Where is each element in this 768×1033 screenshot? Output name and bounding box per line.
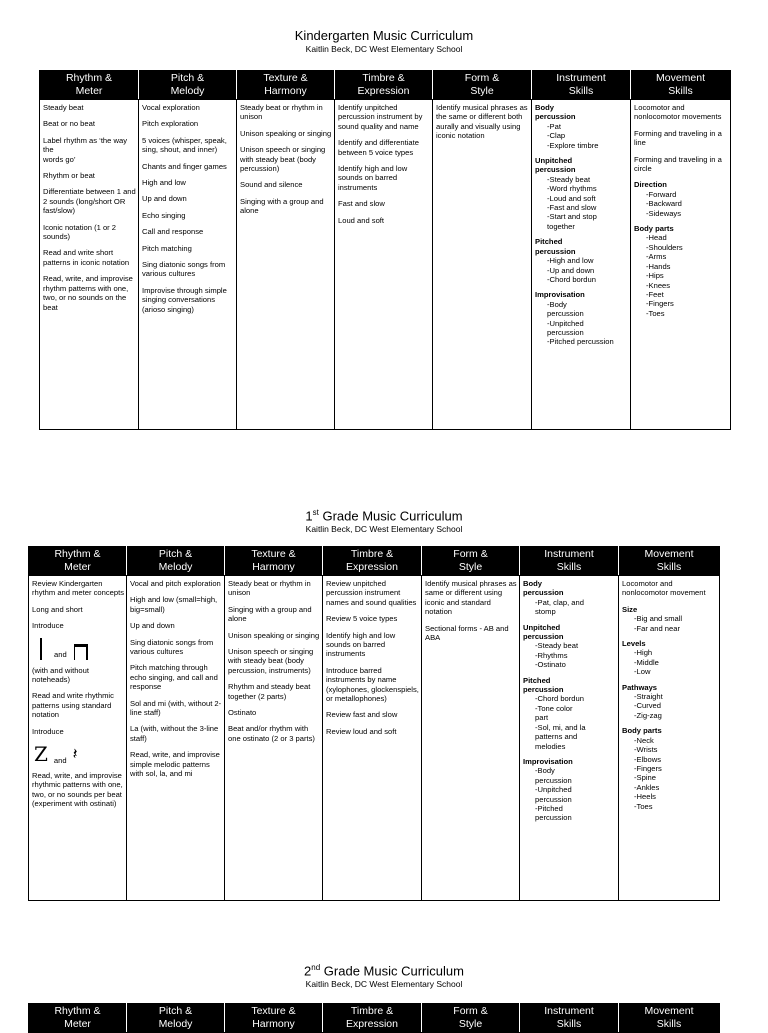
list-item: Beat or no beat (43, 119, 95, 129)
list-item: Forming and traveling in a circle (634, 154, 722, 174)
column-header: Rhythm & Meter (29, 547, 127, 576)
column-header: Rhythm & Meter (40, 71, 139, 100)
list-item: Identify musical phrases as the same or different both aurally and visually using iconic notation (436, 103, 528, 141)
column-header: Texture & Harmony (225, 1004, 323, 1033)
column-header: Form & Style (422, 547, 520, 576)
skill-group (634, 180, 728, 218)
column-header: Pitch & Melody (139, 71, 237, 100)
list-item: 5 voices (whisper, speak, sing, shout, and inner) (142, 135, 227, 155)
skill-group-title: Size (622, 604, 638, 614)
skill-group-items: -Neck -Wrists -Elbows -Fingers -Spine -Ankles -Heels -Toes (634, 735, 662, 811)
list-item: Pitch exploration (142, 119, 199, 129)
list-item: Up and down (142, 194, 187, 204)
list-item: Improvise through simple singing conversations (arioso singing) (142, 285, 227, 314)
skill-group-title: Body parts (622, 726, 662, 736)
skill-group-title: Body percussion (523, 579, 564, 598)
column-header: Instrument Skills (520, 547, 619, 576)
skill-group-title: Unpitched percussion (523, 622, 564, 642)
list-item: Steady beat or rhythm in unison (240, 103, 323, 122)
texture-harmony-cell (225, 576, 323, 901)
list-item: Read, write, and improvise rhythm patterns with one, two, or no sounds on the beat (43, 274, 133, 312)
table-row (40, 100, 731, 430)
list-item: Identify unpitched percussion instrument by sound quality and name (338, 103, 423, 131)
list-item: Read, write, and improvise rhythmic patterns with one, two, or no sounds per beat (experiment with ostinati) (32, 771, 123, 809)
list-item: Sing diatonic songs from various cultures (130, 637, 214, 657)
skill-group-items: -Pat -Clap -Explore timbre (547, 121, 599, 150)
skill-group-items: -Head -Shoulders -Arms -Hands -Hips -Knees -Feet -Fingers -Toes (646, 233, 683, 318)
skill-group-items: -Body percussion -Unpitched percussion -Pitched percussion (535, 766, 572, 823)
skill-group-items: -Pat, clap, and stomp (535, 597, 584, 617)
list-item: Pitch matching (142, 243, 192, 253)
skill-group (622, 639, 717, 677)
column-header: Timbre & Expression (335, 71, 433, 100)
list-item: Rhythm and steady beat together (2 parts) (228, 682, 311, 701)
rest-symbols: Z and 𝄽 (34, 742, 78, 767)
skill-group-title: Pitched percussion (523, 675, 564, 695)
list-item: Chants and finger games (142, 161, 227, 171)
list-item: Review Kindergarten rhythm and meter concepts (32, 579, 125, 598)
list-item: Read, write, and improvise simple melodic patterns with sol, la, and mi (130, 750, 220, 779)
pitch-melody-cell (139, 100, 237, 430)
list-item: Forming and traveling in a line (634, 128, 722, 148)
table-header-row (29, 1004, 720, 1033)
skill-group-title: Body percussion (535, 103, 576, 122)
column-header: Rhythm & Meter (29, 1004, 127, 1033)
skill-group-title: Pathways (622, 682, 658, 692)
grade2-title: 2nd Grade Music Curriculum (304, 963, 464, 979)
skill-group-items: -Straight -Curved -Zig-zag (634, 692, 663, 720)
skill-group (535, 237, 628, 284)
list-item: Sing diatonic songs from various cultures (142, 260, 226, 279)
grade1-section (0, 505, 768, 543)
skill-group-items: -Body percussion -Unpitched percussion -Pitched percussion (547, 299, 614, 347)
grade2-table (28, 1003, 720, 1033)
list-item: Read and write short patterns in iconic notation (43, 248, 130, 267)
eighth-notes-icon (73, 644, 89, 660)
list-item: Sectional forms - AB and ABA (425, 623, 509, 643)
column-header: Form & Style (422, 1004, 520, 1033)
column-header: Form & Style (433, 71, 532, 100)
skill-group (523, 676, 616, 751)
list-item: Review fast and slow (326, 710, 398, 720)
list-item: High and low (small=high, big=small) (130, 595, 218, 614)
list-item: La (with, without the 3-line staff) (130, 724, 219, 743)
skill-group (622, 683, 717, 721)
column-header: Texture & Harmony (225, 547, 323, 576)
column-header: Pitch & Melody (127, 547, 225, 576)
list-item: Review unpitched percussion instrument names and sound qualities (326, 579, 417, 607)
skill-group-items: -Forward -Backward -Sideways (646, 189, 682, 218)
movement-skills-cell (631, 100, 731, 430)
instrument-skills-cell (532, 100, 631, 430)
list-item: Introduce barred instruments by name (xylophones, glockenspiels, or metallophones) (326, 665, 419, 704)
column-header: Timbre & Expression (323, 547, 422, 576)
list-item: Fast and slow (338, 199, 385, 209)
skill-group (622, 726, 717, 811)
list-item: Introduce (32, 621, 64, 631)
column-header: Timbre & Expression (323, 1004, 422, 1033)
column-header: Movement Skills (631, 71, 731, 100)
kindergarten-title: Kindergarten Music Curriculum (294, 28, 474, 43)
list-item: Unison speech or singing with steady beat (body percussion, instruments) (228, 647, 314, 675)
list-item: High and low (142, 178, 186, 188)
grade2-subtitle: Kaitlin Beck, DC West Elementary School (305, 979, 463, 990)
list-item: Review 5 voice types (326, 614, 398, 624)
list-item: Identify and differentiate between 5 voice types (338, 138, 419, 157)
list-item: Unison speaking or singing (240, 128, 332, 138)
form-style-cell (433, 100, 532, 430)
quarter-rest-icon: 𝄽 (72, 744, 78, 764)
table-header-row (40, 71, 731, 100)
rhythm-meter-cell (29, 576, 127, 901)
list-item: Differentiate between 1 and 2 sounds (long/short OR fast/slow) (43, 187, 136, 216)
list-item: Steady beat or rhythm in unison (228, 579, 311, 598)
column-header: Pitch & Melody (127, 1004, 225, 1033)
list-item: Beat and/or rhythm with one ostinato (2 or 3 parts) (228, 724, 315, 743)
list-item: Pitch matching through echo singing, and call and response (130, 663, 218, 692)
list-item: Call and response (142, 227, 204, 237)
skill-group (523, 757, 616, 823)
rhythm-meter-cell (40, 100, 139, 430)
instrument-skills-cell (520, 576, 619, 901)
skill-group-title: Direction (634, 180, 667, 190)
quarter-note-icon (34, 638, 48, 660)
skill-group-title: Improvisation (535, 290, 585, 300)
list-item: Vocal and pitch exploration (130, 579, 221, 588)
list-item: Review loud and soft (326, 726, 397, 736)
form-style-cell (422, 576, 520, 901)
list-item: Sol and mi (with, without 2-line staff) (130, 698, 222, 718)
skill-group-items: -High -Middle -Low (634, 648, 659, 677)
list-item: Sound and silence (240, 180, 303, 190)
table-row (29, 576, 720, 901)
timbre-expression-cell (323, 576, 422, 901)
grade2-section (0, 960, 768, 998)
table-header-row (29, 547, 720, 576)
kindergarten-section (0, 28, 768, 63)
list-item: Vocal exploration (142, 103, 200, 112)
list-item: Unison speaking or singing (228, 630, 320, 640)
kindergarten-subtitle: Kaitlin Beck, DC West Elementary School (305, 44, 463, 54)
column-header: Instrument Skills (520, 1004, 619, 1033)
column-header: Movement Skills (619, 1004, 720, 1033)
grade1-title: 1st Grade Music Curriculum (305, 508, 463, 524)
skill-group-title: Body parts (634, 224, 674, 234)
list-item: Long and short (32, 604, 83, 614)
skill-group-items: -Chord bordun -Tone color part -Sol, mi, and la patterns and melodies (535, 694, 586, 751)
list-item: Loud and soft (338, 215, 385, 225)
list-item: Iconic notation (1 or 2 sounds) (43, 222, 117, 242)
list-item: Up and down (130, 621, 175, 631)
skill-group (622, 605, 717, 633)
list-item: Identify musical phrases as same or different using iconic and standard notation (425, 579, 517, 617)
list-item: Rhythm or beat (43, 171, 95, 181)
list-item: Echo singing (142, 210, 186, 220)
list-item: Locomotor and nonlocomotor movement (622, 579, 706, 598)
skill-group (535, 290, 628, 346)
skill-group (535, 103, 628, 150)
grade1-subtitle: Kaitlin Beck, DC West Elementary School (305, 524, 463, 535)
skill-group-title: Improvisation (523, 756, 573, 766)
texture-harmony-cell (237, 100, 335, 430)
list-item: Identify high and low sounds on barred instruments (326, 630, 396, 659)
kindergarten-table (39, 70, 731, 430)
list-item: Singing with a group and alone (228, 604, 312, 624)
list-item: Identify high and low sounds on barred instruments (338, 164, 408, 192)
list-item: Label rhythm as ‘the way the words go’ (43, 135, 127, 164)
list-item: Unison speech or singing with steady beat (body percussion) (240, 145, 326, 174)
skill-group (634, 224, 728, 318)
skill-group (523, 579, 616, 617)
skill-group-items: -Steady beat -Rhythms -Ostinato (535, 641, 579, 670)
list-item: Read and write rhythmic patterns using standard notation (32, 691, 114, 720)
timbre-expression-cell (335, 100, 433, 430)
column-header: Instrument Skills (532, 71, 631, 100)
quarter-eighth-notes: and (34, 638, 124, 660)
half-rest-z-icon: Z (34, 742, 48, 767)
list-item: Ostinato (228, 708, 257, 718)
column-header: Movement Skills (619, 547, 720, 576)
list-item: Introduce (32, 726, 64, 736)
skill-group (523, 623, 616, 670)
grade1-table (28, 546, 720, 901)
skill-group-title: Unpitched percussion (535, 156, 576, 175)
list-item: (with and without noteheads) (32, 665, 89, 685)
skill-group-items: -Steady beat -Word rhythms -Loud and soft -Fast and slow -Start and stop together (547, 174, 597, 231)
skill-group-items: -Big and small -Far and near (634, 614, 683, 633)
skill-group-items: -High and low -Up and down -Chord bordun (547, 256, 596, 284)
column-header: Texture & Harmony (237, 71, 335, 100)
list-item: Singing with a group and alone (240, 196, 324, 216)
skill-group-title: Levels (622, 639, 646, 649)
pitch-melody-cell (127, 576, 225, 901)
skill-group (535, 156, 628, 231)
skill-group-title: Pitched percussion (535, 237, 576, 256)
movement-skills-cell (619, 576, 720, 901)
list-item: Locomotor and nonlocomotor movements (634, 103, 722, 122)
list-item: Steady beat (43, 103, 84, 112)
